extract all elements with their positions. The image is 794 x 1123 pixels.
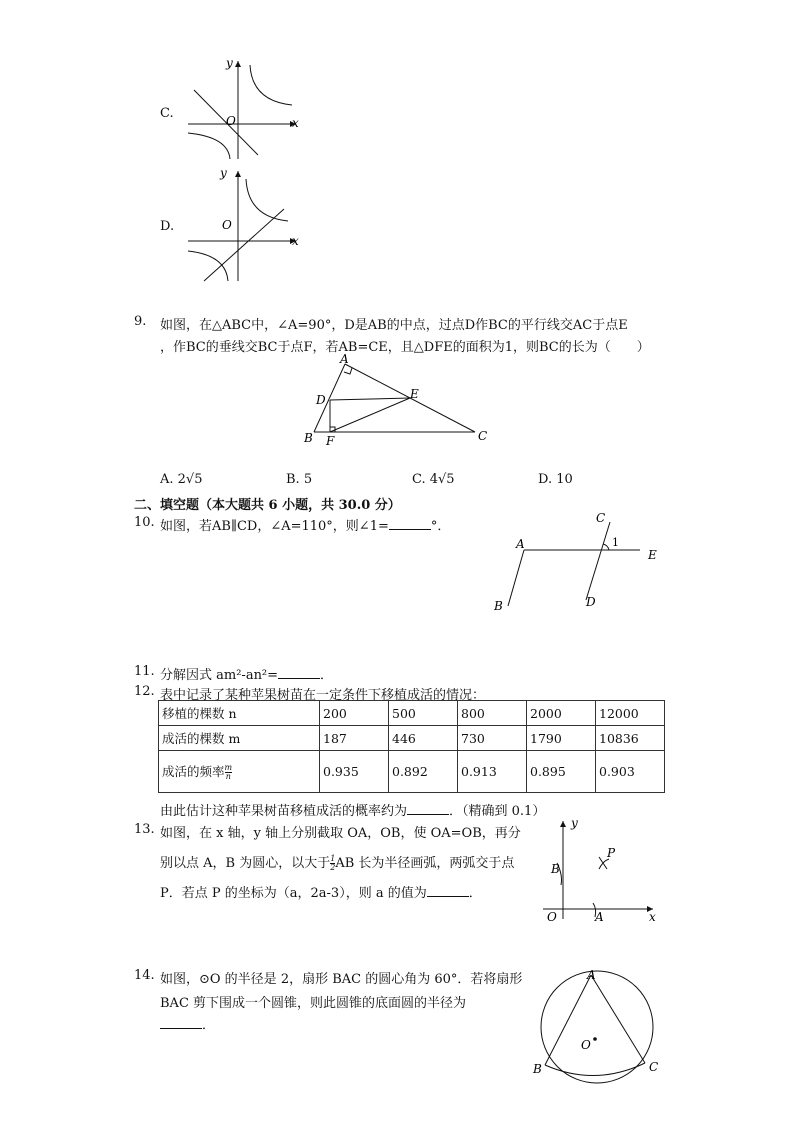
transplant-table	[158, 700, 665, 793]
point-b-label: B	[304, 431, 313, 445]
question-14-figure	[525, 965, 675, 1085]
fraction-numerator: m	[224, 763, 233, 772]
table-cell: 500	[389, 701, 458, 726]
table-row	[159, 726, 665, 751]
line-ab	[508, 550, 524, 606]
question-12-after	[160, 800, 545, 819]
fraction-m-over-n	[225, 764, 233, 781]
table-row	[159, 751, 665, 793]
hyperbola-branch-2	[188, 133, 230, 159]
table-cell: 2000	[527, 701, 596, 726]
angle-1-label: 1	[612, 536, 619, 549]
q9-option-c[interactable]: C. 4√5	[412, 472, 455, 487]
x-label: x	[292, 234, 299, 248]
center-label: O	[581, 1038, 591, 1052]
point-f-label: F	[326, 434, 335, 448]
question-14-line1: 如图，⊙O 的半径是 2，扇形 BAC 的圆心角为 60°．若将扇形	[160, 972, 523, 987]
angle-1-arc	[603, 544, 609, 550]
y-axis-arrow	[235, 171, 241, 177]
point-d-label: D	[586, 595, 596, 609]
section-2-title: 二、填空题（本大题共 6 小题，共 30.0 分）	[134, 498, 401, 513]
point-a-label: A	[340, 352, 349, 366]
option-c-label: C.	[160, 106, 174, 121]
point-a-label: A	[587, 968, 596, 982]
row-label	[159, 751, 320, 793]
right-angle-a	[344, 368, 352, 374]
table-cell: 730	[458, 726, 527, 751]
question-10-number: 10.	[134, 515, 155, 530]
q9-option-a[interactable]: A. 2√5	[160, 472, 203, 487]
point-p-label: P	[607, 846, 616, 860]
point-b-label: B	[551, 862, 560, 876]
q10-suffix: °．	[430, 519, 451, 534]
question-14-line3	[160, 1014, 215, 1033]
origin-label: O	[547, 910, 557, 924]
q13-line2-part2: AB 长为半径画弧，两弧交于点	[335, 856, 515, 871]
table-cell: 12000	[596, 701, 665, 726]
q12-stem: 由此估计这种苹果树苗移植成活的概率约为	[160, 804, 408, 819]
point-c-label: C	[478, 429, 488, 443]
question-14-number: 14.	[134, 968, 155, 983]
q14-suffix: ．	[202, 1018, 216, 1033]
answer-blank[interactable]	[389, 517, 431, 530]
x-label: x	[292, 116, 299, 130]
q13-line2-part1: 别以点 A，B 为圆心，以大于	[160, 856, 331, 871]
point-a-label: A	[516, 537, 525, 551]
table-row	[159, 701, 665, 726]
table-cell: 0.903	[596, 751, 665, 793]
line-cd	[586, 522, 610, 600]
segment-fe	[330, 398, 410, 432]
question-13-line1: 如图，在 x 轴，y 轴上分别截取 OA，OB，使 OA=OB，再分	[160, 826, 521, 841]
table-cell: 10836	[596, 726, 665, 751]
answer-blank[interactable]	[407, 802, 449, 815]
q12-suffix: ．（精确到 0.1）	[449, 804, 546, 819]
q11-suffix: ．	[320, 668, 334, 683]
point-b-label: B	[494, 599, 503, 613]
hyperbola-branch-1	[246, 179, 288, 221]
table-cell: 187	[320, 726, 389, 751]
table-cell: 1790	[527, 726, 596, 751]
hyperbola-branch-1	[250, 65, 292, 105]
table-cell: 800	[458, 701, 527, 726]
q11-stem: 分解因式 am²-an²=	[160, 668, 279, 683]
y-label: y	[226, 56, 233, 70]
question-11-text	[160, 664, 333, 683]
y-axis-arrow	[235, 61, 241, 67]
question-14-line2: BAC 剪下围成一个圆锥，则此圆锥的底面圆的半径为	[160, 996, 467, 1011]
circle-o	[541, 971, 653, 1083]
point-e-label: E	[648, 548, 657, 562]
fraction-denominator: 2	[330, 863, 336, 872]
question-12-number: 12.	[134, 684, 155, 699]
question-13-line2	[160, 852, 514, 872]
fraction-numerator: 1	[330, 854, 336, 863]
q13-stem: P．若点 P 的坐标为（a，2a-3），则 a 的值为	[160, 886, 427, 901]
question-10-text	[160, 515, 450, 534]
answer-blank[interactable]	[278, 666, 320, 679]
row-label: 移植的棵数 n	[159, 701, 320, 726]
question-11-number: 11.	[134, 664, 155, 679]
origin-label: O	[226, 114, 236, 128]
point-e-label: E	[410, 387, 419, 401]
hyperbola-branch-2	[188, 251, 228, 281]
point-a-label: A	[595, 910, 604, 924]
y-label: y	[220, 166, 227, 180]
answer-blank[interactable]	[427, 884, 469, 897]
row-label-text: 成活的频率	[162, 764, 225, 779]
q10-stem: 如图，若AB∥CD，∠A=110°，则∠1=	[160, 519, 389, 534]
question-12-intro: 表中记录了某种苹果树苗在一定条件下移植成活的情况：	[160, 688, 486, 703]
q9-option-b[interactable]: B. 5	[286, 472, 313, 487]
y-label: y	[571, 816, 578, 830]
point-c-label: C	[649, 1060, 659, 1074]
question-13-number: 13.	[134, 822, 155, 837]
question-10-figure	[490, 508, 670, 618]
option-d-label: D.	[160, 219, 175, 234]
x-label: x	[649, 910, 656, 924]
table-cell: 446	[389, 726, 458, 751]
question-9-number: 9.	[134, 314, 147, 329]
center-point	[593, 1037, 597, 1041]
line-graph	[204, 209, 284, 281]
point-c-label: C	[596, 511, 606, 525]
table-cell: 0.935	[320, 751, 389, 793]
table-cell: 0.913	[458, 751, 527, 793]
table-cell: 200	[320, 701, 389, 726]
q9-option-d[interactable]: D. 10	[538, 472, 573, 487]
option-c-graph	[180, 55, 310, 165]
point-b-label: B	[533, 1062, 542, 1076]
question-9-line1: 如图，在△ABC中，∠A=90°，D是AB的中点，过点D作BC的平行线交AC于点E	[160, 318, 628, 333]
table-cell: 0.892	[389, 751, 458, 793]
point-d-label: D	[316, 393, 326, 407]
option-d-graph	[180, 165, 310, 285]
question-9-line2: ，作BC的垂线交BC于点F，若AB=CE，且△DFE的面积为1，则BC的长为（ ）	[160, 340, 650, 355]
table-cell: 0.895	[527, 751, 596, 793]
question-9-figure	[300, 352, 500, 448]
segment-de	[330, 398, 410, 400]
question-13-figure	[535, 815, 665, 925]
question-13-line3	[160, 882, 482, 901]
answer-blank[interactable]	[160, 1016, 202, 1029]
origin-label: O	[222, 218, 232, 232]
row-label: 成活的棵数 m	[159, 726, 320, 751]
q13-suffix: ．	[468, 886, 482, 901]
fraction-denominator: n	[225, 772, 231, 781]
y-axis-arrow	[560, 821, 566, 827]
